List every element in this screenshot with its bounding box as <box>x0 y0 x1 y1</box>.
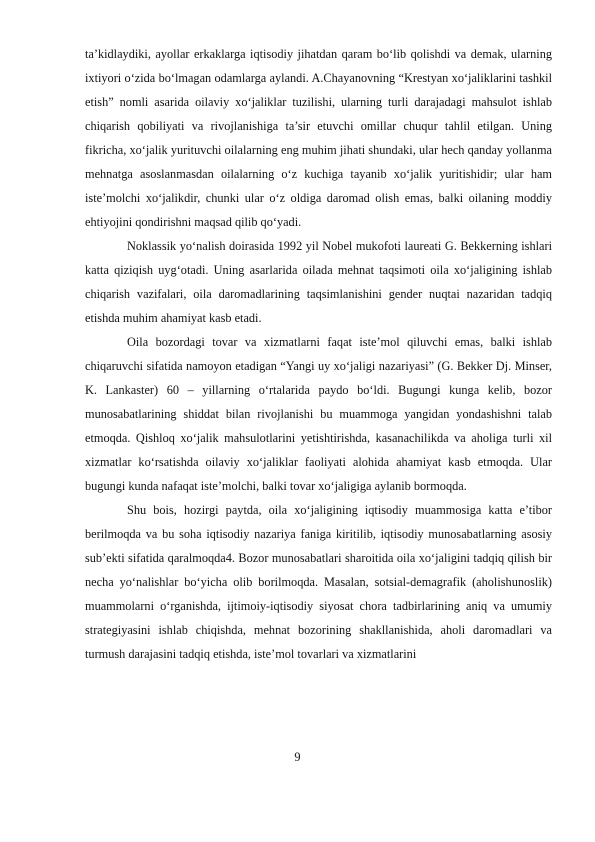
paragraph-continuation: ta’kidlaydiki, ayollar erkaklarga iqtisodiy jihatdan qaram bo‘lib qolishdi va demak, ularning ixtiyori o‘zida bo‘lmagan odamlarga aylandi. A.Chayanovning “Krestyan xo‘jaliklarini tashkil etish” nomli asarida oilaviy xo‘jaliklar tuzilishi, ularning turli darajadagi mahsulot ishlab chiqarish qobiliyati va rivojlanishiga ta’sir etuvchi omillar chuqur tahlil etilgan. Uning fikricha, xo‘jalik yurituvchi oilalarning eng muhim jihati shundaki, ular hech qanday yollanma mehnatga asoslanmasdan oilalarning o‘z kuchiga tayanib xo‘jalik yuritishidir; ular ham iste’molchi xo‘jalikdir, chunki ular o‘z oldiga daromad olish emas, balki oilaning moddiy ehtiyojini qondirishni maqsad qilib qo‘yadi. <box>85 47 552 229</box>
paragraph-household-theory: Oila bozordagi tovar va xizmatlarni faqat iste’mol qiluvchi emas, balki ishlab chiqaruvchi sifatida namoyon etadigan “Yangi uy xo‘jaligi nazariyasi” (G. Bekker Dj. Minser, K. Lankaster) 60 – yillarning o‘rtalarida paydo bo‘ldi. Bugungi kunga kelib, bozor munosabatlarining shiddat bilan rivojlanishi bu muammoga yangidan yondashishni talab etmoqda. Qishloq xo‘jalik mahsulotlarini yetishtirishda, kasanachilikda va aholiga turli xil xizmatlar ko‘rsatishda oilaviy xo‘jaliklar faoliyati alohida ahamiyat kasb etmoqda. Ular bugungi kunda nafaqat iste’molchi, balki tovar xo‘jaligiga aylanib bormoqda. <box>85 335 552 493</box>
page-number: 9 <box>294 750 301 764</box>
document-page <box>85 42 552 666</box>
paragraph-economic-problem: Shu bois, hozirgi paytda, oila xo‘jaligining iqtisodiy muammosiga katta e’tibor berilmoqda va bu soha iqtisodiy nazariya faniga kiritilib, iqtisodiy munosabatlarning asosiy sub’ekti sifatida qaralmoqda4. Bozor munosabatlari sharoitida oila xo‘jaligini tadqiq qilish bir necha yo‘nalishlar bo‘yicha olib borilmoqda. Masalan, sotsial-demagrafik (aholishunoslik) muammolarni o‘rganishda, ijtimoiy-iqtisodiy siyosat chora tadbirlarining aniq va umumiy strategiyasini ishlab chiqishda, mehnat bozorining shakllanishida, aholi daromadlari va turmush darajasini tadqiq etishda, iste’mol tovarlari va xizmatlarini <box>85 503 552 661</box>
paragraph-bekker: Noklassik yo‘nalish doirasida 1992 yil Nobel mukofoti laureati G. Bekkerning ishlari katta qiziqish uyg‘otadi. Uning asarlarida oilada mehnat taqsimoti oila xo‘jaligining ishlab chiqarish vazifalari, oila daromadlarining taqsimlanishini gender nuqtai nazaridan tadqiq etishda muhim ahamiyat kasb etadi. <box>85 239 552 325</box>
